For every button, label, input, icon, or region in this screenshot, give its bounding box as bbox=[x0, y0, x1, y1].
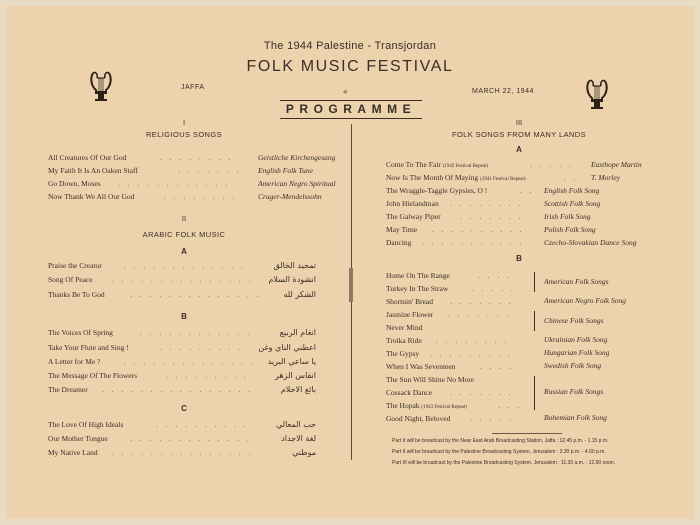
part1-title: RELIGIOUS SONGS bbox=[145, 130, 223, 139]
origin-american: American Folk Songs bbox=[544, 277, 609, 286]
list-item: The Dreamer . . . . . . . . . . . . . . . . بائع الاحلام bbox=[48, 385, 316, 394]
list-item: John Hielandman . . . . . . . . Scottish Folk Song bbox=[386, 199, 601, 208]
programme-rule-top bbox=[280, 100, 422, 101]
programme-sheet bbox=[6, 6, 694, 519]
list-item: Now Is The Month Of Maying (1941 Festival Repeat) . . T. Morley bbox=[386, 173, 621, 182]
origin-chinese: Chinese Folk Songs bbox=[544, 316, 604, 325]
list-item: Home On The Range . . . . bbox=[386, 271, 513, 280]
ornament-icon: ⟡ bbox=[343, 89, 348, 96]
list-item: Troika Ride . . . . . . . . bbox=[386, 336, 510, 345]
list-item: May Time . . . . . . . . . . Polish Folk Song bbox=[386, 225, 596, 234]
part2-a-label: A bbox=[181, 247, 187, 256]
list-item: Turkey In The Straw . . . . . bbox=[386, 284, 516, 293]
list-item: Song Of Peace . . . . . . . . . . . . . . . انشودة السلام bbox=[48, 275, 316, 284]
list-item: The Message Of The Flowers . . . . . . . . . انفاس الزهر bbox=[48, 371, 316, 380]
list-item: Jasmine Flower . . . . . . . bbox=[386, 310, 512, 319]
list-item: The Galway Piper . . . . . . . Irish Folk Song bbox=[386, 212, 591, 221]
list-item: Come To The Fair (1942 Festival Repeat) . . . . . Easthope Martin bbox=[386, 160, 642, 169]
list-item: A Letter for Me ? . . . . . . . . . . . . . . يا ساعي البريد bbox=[48, 357, 316, 366]
part2-b-label: B bbox=[181, 312, 187, 321]
lyre-left-icon bbox=[88, 70, 114, 102]
part3-a-label: A bbox=[516, 145, 522, 154]
list-item: Take Your Flute and Sing ! . . . . . . . . . اعطني الناي وغن bbox=[48, 343, 316, 352]
list-item: Praise the Creator . . . . . . . . . . . . . تمجيد الخالق bbox=[48, 261, 316, 270]
broadcast-note-3: Part III will be broadcast by the Palestine Broadcasting System, Jerusalem : 11.30 a.m. - 12.00 noon. bbox=[392, 460, 616, 466]
part3-title: FOLK SONGS FROM MANY LANDS bbox=[451, 130, 587, 139]
brace-russian bbox=[534, 376, 539, 410]
festival-subtitle: The 1944 Palestine - Transjordan bbox=[263, 40, 437, 52]
list-item: Our Mother Tongue . . . . . . . . . . . . . لغة الاجداد bbox=[48, 434, 316, 443]
programme-heading: PROGRAMME bbox=[285, 102, 417, 116]
list-item: My Native Land . . . . . . . . . . . . . . . موطني bbox=[48, 448, 316, 457]
list-item: Dancing . . . . . . . . . . . Czecho-Slovakian Dance Song bbox=[386, 238, 637, 247]
list-item: The Hopak (1943 Festival Repeat) . . . bbox=[386, 401, 523, 410]
list-item: Good Night, Beloved . . . . . bbox=[386, 414, 514, 423]
part2-number: II bbox=[181, 214, 187, 223]
brace-american bbox=[534, 272, 539, 292]
broadcast-note-2: Part II will be broadcast by the Palestine Broadcasting System, Jerusalem : 3.30 p.m. - 4.00 p.m. bbox=[392, 449, 606, 455]
origin-ukrainian: Ukrainian Folk Song bbox=[544, 335, 608, 344]
part2-c-label: C bbox=[181, 404, 187, 413]
list-item: Never Mind bbox=[386, 323, 423, 332]
part3-number: III bbox=[515, 118, 523, 127]
list-item: My Faith It Is An Oaken Staff . . . . . . . English Folk Tune bbox=[48, 166, 313, 175]
fold-mark bbox=[349, 268, 353, 302]
list-item: All Creatures Of Our God . . . . . . . . Geistliche Kirchengesang bbox=[48, 153, 336, 162]
origin-negro: American Negro Folk Song bbox=[544, 296, 626, 305]
part2-title: ARABIC FOLK MUSIC bbox=[142, 230, 226, 239]
list-item: Now Thank We All Our God . . . . . . . . Cruger-Mendelssohn bbox=[48, 192, 322, 201]
list-item: The Sun Will Shine No More bbox=[386, 375, 475, 384]
list-item: Go Down, Moses . . . . . . . . . . . . American Negro Spiritual bbox=[48, 179, 336, 188]
origin-hungarian: Hungarian Folk Song bbox=[544, 348, 610, 357]
part1-number: I bbox=[182, 118, 186, 127]
origin-bohemian: Bohemian Folk Song bbox=[544, 413, 607, 422]
broadcast-note-1: Part II will be broadcast by the Near East Arab Broadcasting Station, Jaffa : 12.45 p.m. - 1.15 p.m. bbox=[392, 438, 609, 444]
brace-chinese bbox=[534, 311, 539, 331]
city-label: JAFFA bbox=[181, 84, 205, 91]
list-item: Thanks Be To God . . . . . . . . . . . . . . الشكر لله bbox=[48, 290, 316, 299]
festival-title: FOLK MUSIC FESTIVAL bbox=[246, 58, 454, 75]
origin-russian: Russian Folk Songs bbox=[544, 387, 604, 396]
list-item: The Wraggle-Taggle Gypsies, O ! . . English Folk Song bbox=[386, 186, 600, 195]
list-item: Shortnin' Bread . . . . . . . bbox=[386, 297, 514, 306]
date-label: MARCH 22, 1944 bbox=[472, 88, 534, 95]
part3-b-label: B bbox=[516, 254, 522, 263]
list-item: The Voices Of Spring . . . . . . . . . . . . انغام الربيع bbox=[48, 328, 316, 337]
origin-swedish: Swedish Folk Song bbox=[544, 361, 602, 370]
footer-rule bbox=[492, 433, 562, 434]
list-item: Cossack Dance . . . . . . . bbox=[386, 388, 514, 397]
list-item: When I Was Seventeen . . . . bbox=[386, 362, 515, 371]
list-item: The Gypsy . . . . . . . . . bbox=[386, 349, 513, 358]
list-item: The Love Of High Ideals . . . . . . . . . . حب المعالي bbox=[48, 420, 316, 429]
lyre-right-icon bbox=[584, 78, 610, 110]
programme-rule-bottom bbox=[280, 118, 422, 119]
